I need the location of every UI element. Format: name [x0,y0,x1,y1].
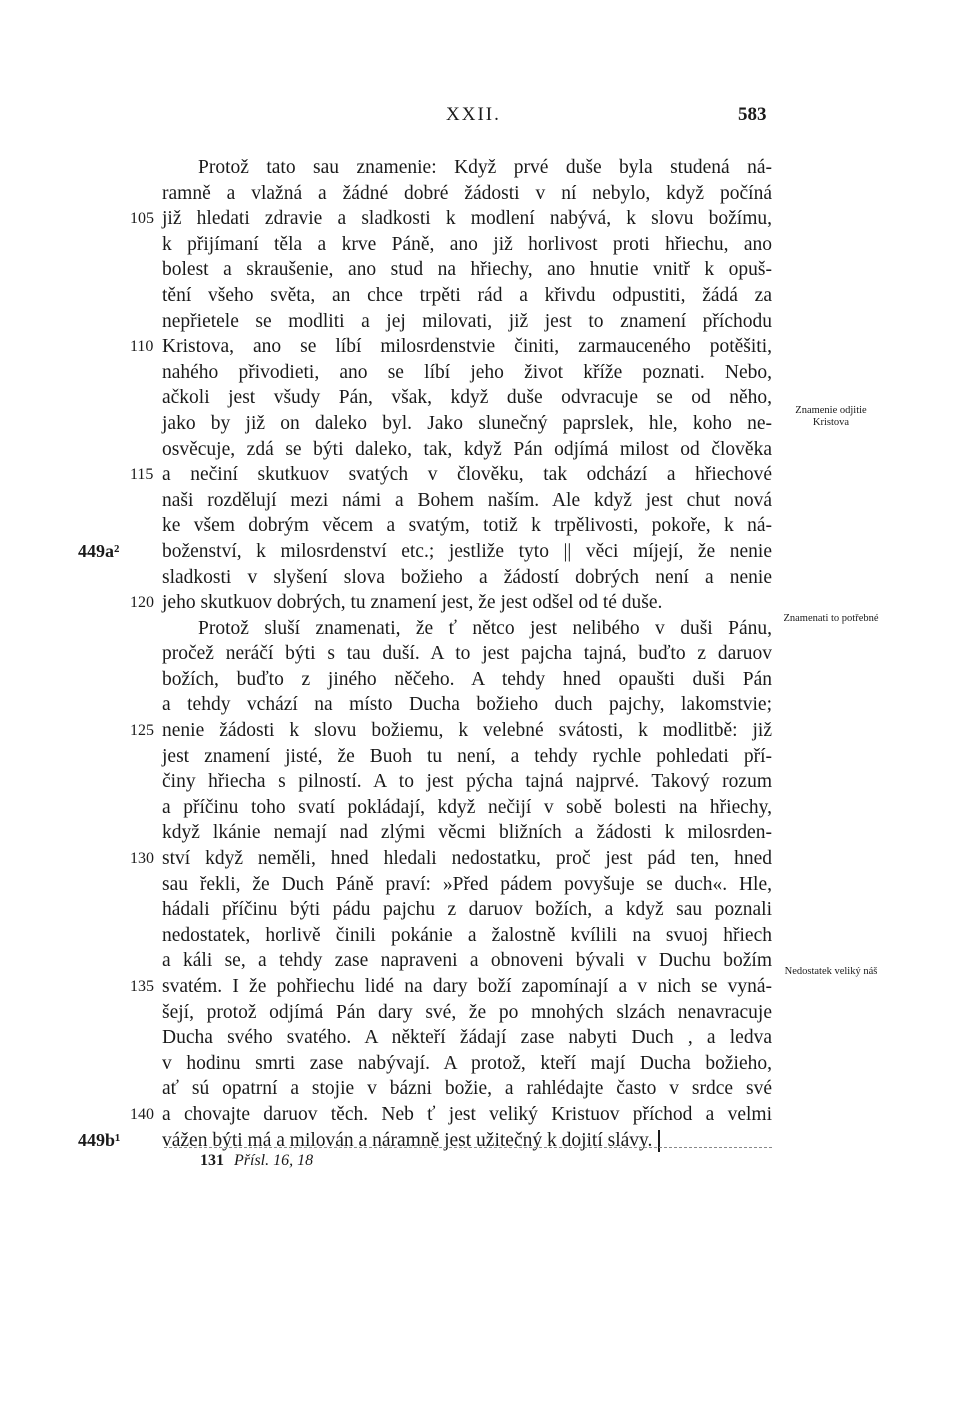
line-number: 125 [130,722,154,740]
line-text: jeho skutkuov dobrých, tu znamení jest, že jest odšel od té duše. [162,592,663,614]
line-text: ství když neměli, hned hledali nedostatku, proč jest pád ten, hned [162,848,772,870]
text-line [130,1102,772,1128]
text-line [162,692,772,718]
line-text: Protož tato sau znamenie: Když prvé duše byla studená ná- [198,157,772,178]
folio-marker: 449b¹ [78,1129,121,1150]
text-line [130,718,772,744]
text-line [162,411,772,437]
line-text: Protož sluší znamenati, že ť nětco jest nelibého v duši Pánu, [198,617,772,639]
footnote [200,1152,313,1170]
line-text: činy hřiecha s pilností. A to jest pýcha tajná najprvé. Takový rozum [162,771,772,793]
text-line [162,309,772,335]
text-line [130,462,772,488]
text-line [162,948,772,974]
text-line [162,513,772,539]
line-text: Kristova, ano se líbí milosrdenstvie činiti, zarmauceného potěšiti, [162,336,772,358]
line-text: boženství, k milosrdenství etc.; jestliže tyto || věci míjejí, že nenie [162,540,772,562]
line-text: sladkosti v slyšení slova božieho a žádostí dobrých není a nenie [162,566,772,588]
line-text: pročež neráčí býti s tau duší. A to jest pajcha tajná, buďto z daruov [162,643,772,665]
text-line [162,1076,772,1102]
text-line [162,1051,772,1077]
line-number: 105 [130,210,154,228]
line-text: Ducha svého svatého. A někteří žádají zase nabyti Duch , a ledva [162,1027,772,1049]
text-line [162,1025,772,1051]
text-line [162,872,772,898]
footnote-number: 131 [200,1152,224,1169]
line-text: naši rozdělují mezi námi a Bohem naším. Ale když jest chut nová [162,489,772,511]
line-text: božích, buďto z jiného něčeho. A tehdy hned opaušti duši Pán [162,668,772,690]
text-line [162,744,772,770]
line-text: nepřietele se modliti a jej milovati, již jest to znamení příchodu [162,310,772,332]
line-text: vážen býti má a milován a náramně jest užitečný k dojití slávy. [162,1129,653,1151]
text-line [162,232,772,258]
line-text: sau řekli, že Duch Páně praví: »Před pádem povyšuje se duch«. Hle, [162,873,772,895]
line-text: hádali příčinu býti pádu pajchu z daruov božích, a když sau poznali [162,899,772,921]
line-text: bolest a skraušenie, ano stud na hřiechy, ano hnutie vnitř k opuš- [162,259,772,281]
text-line [162,385,772,411]
text-line [162,257,772,283]
page-number: 583 [738,104,767,125]
text-line [162,923,772,949]
footnote-rule [164,1147,772,1148]
line-text: a nečiní skutkuov svatých v člověku, tak odchází a hřiechové [162,464,772,486]
line-text: ke všem dobrým věcem a svatým, totiž k trpělivosti, pokoře, k ná- [162,515,772,537]
line-text: již hledati zdravie a sladkosti k modlení nabývá, k slovu božímu, [162,208,772,230]
running-head [0,100,960,130]
text-line [78,1128,772,1154]
margin-note: Znamenati to potřebné [783,613,879,624]
text-line [162,283,772,309]
margin-note: Znamenie odjitie Kristova [795,405,867,428]
line-number: 120 [130,594,154,612]
line-number: 115 [130,466,154,484]
line-number: 130 [130,850,154,868]
text-line [130,334,772,360]
text-line [130,846,772,872]
text-line [162,488,772,514]
line-text: ramně a vlažná a žádné dobré žádosti v ní nebylo, když počíná [162,182,772,204]
line-number: 110 [130,338,154,356]
text-line [162,641,772,667]
text-line [162,820,772,846]
folio-break-bar [658,1130,660,1152]
footnote-reference: Přísl. 16, 18 [234,1152,314,1169]
line-text: a chovajte daruov těch. Neb ť jest veliký Kristuov příchod a velmi [162,1103,772,1125]
line-number: 135 [130,978,154,995]
text-line [162,181,772,207]
line-text: šejí, protož odjímá Pán dary své, že po mnohých slzách nenavracuje [162,1001,772,1023]
line-text: a káli se, a tehdy zase napraveni a obnoveni bývali v Duchu božím [162,950,772,972]
line-text: jest znamení jisté, že Buoh tu není, a tehdy rychle pohledati pří- [162,745,772,767]
text-line [162,565,772,591]
body-text [78,155,772,1153]
line-text: k přijímaní těla a krve Páně, ano již horlivost proti hřiechu, ano [162,233,772,255]
text-line [162,795,772,821]
folio-marker: 449a² [78,540,120,561]
line-text: a příčinu toho svatí pokládají, když nečijí v sobě bolesti na hřiechy, [162,796,772,818]
line-text: osvěcuje, zdá se býti daleko, tak, když Pán odjímá milost od člověka [162,438,772,460]
line-text: a tehdy vchází na místo Ducha božieho duch pajchy, lakomstvie; [162,694,772,716]
line-text: ať sú opatrní a stojie v bázni božie, a rahlédajte často v srdce své [162,1078,772,1100]
text-line [162,667,772,693]
text-line [162,616,772,642]
line-text: ačkoli jest všudy Pán, však, když duše odvracuje se od něho, [162,387,772,409]
text-line [78,539,772,565]
line-text: jako by již on daleko byl. Jako slunečný paprslek, hle, koho ne- [162,412,772,434]
line-number: 140 [130,1105,154,1123]
line-text: tění všeho světa, an chce trpěti rád a křivdu odpustiti, žádá za [162,284,772,306]
chapter-number: XXII. [446,104,501,125]
text-line [162,769,772,795]
line-text: nahého přivodieti, ano se líbí jeho život kříže poznati. Nebo, [162,361,772,383]
text-line [162,437,772,463]
line-text: v hodinu smrti zase nabývají. A protož, kteří mají Ducha božieho, [162,1052,772,1074]
text-line [130,590,772,616]
line-text: nenie žádosti k slovu božiemu, k velebné svátosti, k modlitbě: již [162,720,772,742]
text-line [130,206,772,232]
text-line [162,360,772,386]
text-line [162,897,772,923]
line-text: když lkánie nemají nad zlými věcmi bližních a žádosti k milosrden- [162,822,772,844]
text-line [162,1000,772,1026]
line-text: nedostatek, horlivě činili pokánie a žalostně kvílili na svuoj hřiech [162,924,772,946]
text-line [162,155,772,181]
line-text: svatém. I že pohřiechu lidé na dary boží zapomínají a v nich se vyná- [162,976,772,997]
text-line [130,974,772,1000]
margin-note: Nedostatek veliký náš [784,966,878,977]
